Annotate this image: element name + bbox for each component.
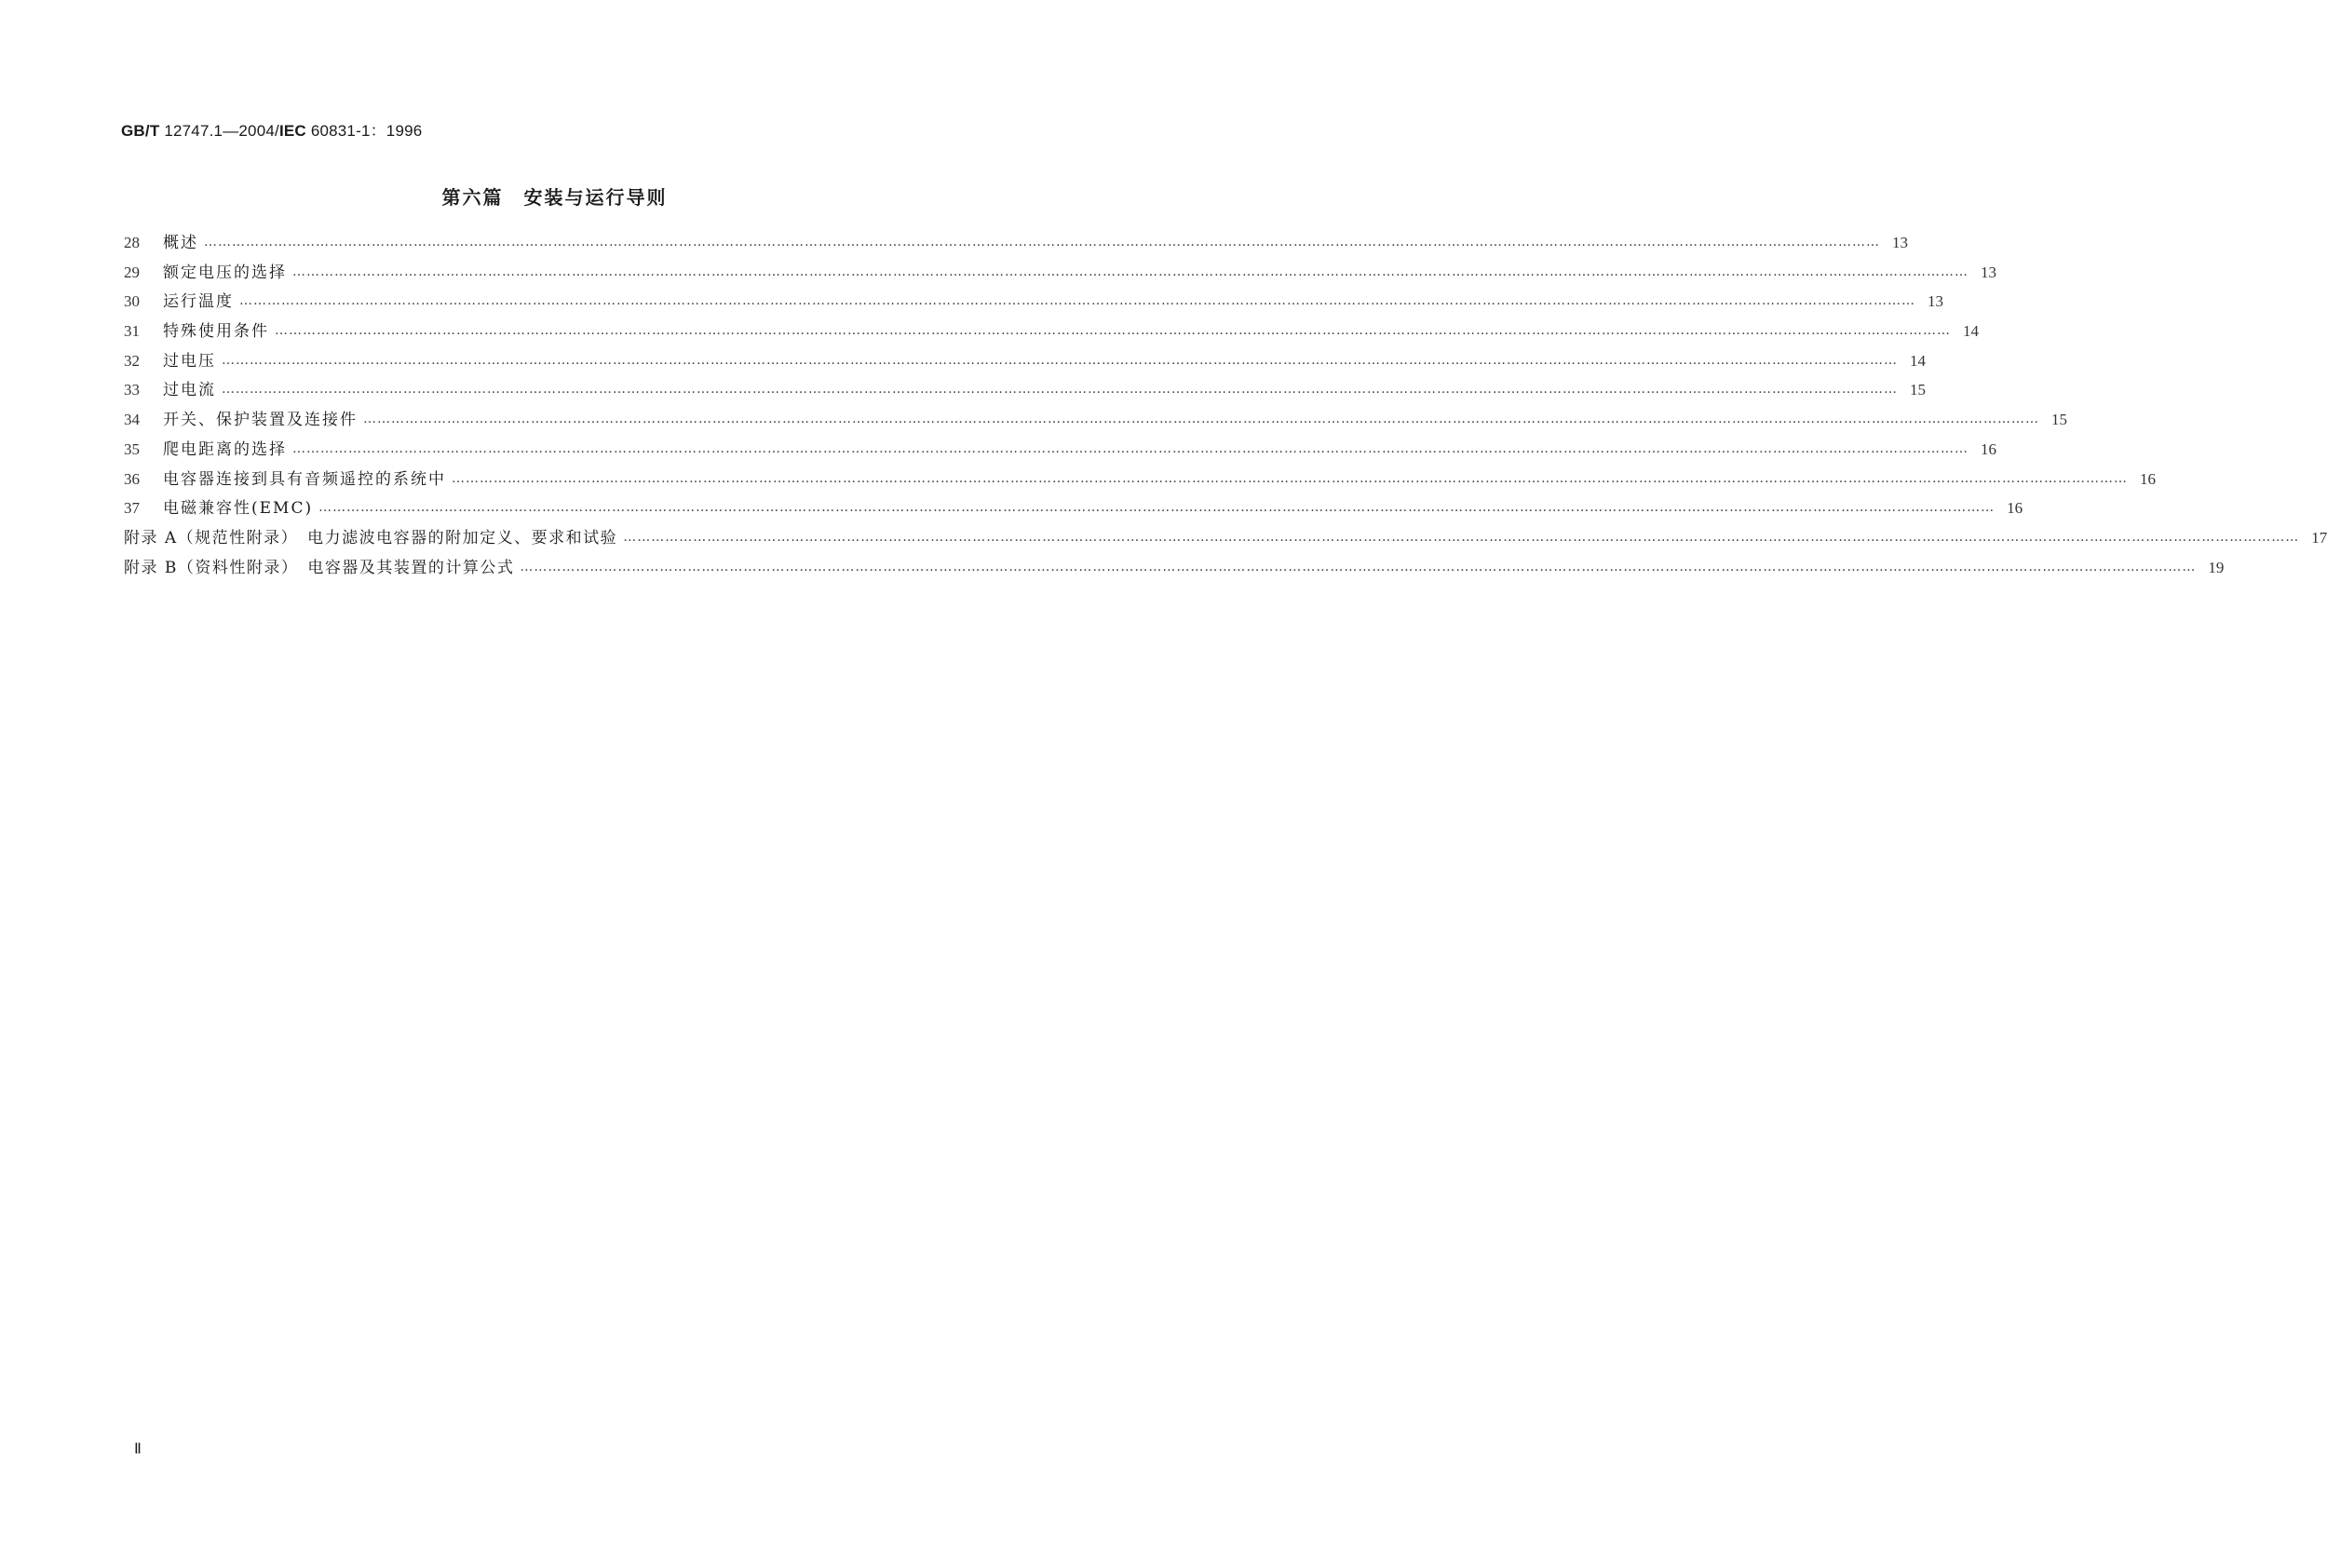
page-number: Ⅱ (134, 1441, 142, 1457)
toc-entry[interactable] (124, 466, 2156, 495)
toc-leader-dots: ……………………………………………………………………………………………………………………………………………………………………………………………………………………………………………………………………………………………………………………………… (363, 412, 2039, 427)
toc-entry[interactable] (124, 259, 1996, 289)
toc-leader-dots: ……………………………………………………………………………………………………………………………………………………………………………………………………………………………………………………………………………………………………………………………… (452, 470, 2128, 486)
toc-entry[interactable] (124, 524, 2327, 554)
toc-entry-page: 13 (1892, 234, 1908, 251)
toc-leader-dots: ……………………………………………………………………………………………………………………………………………………………………………………………………………………………………………………………………………………………………………………………… (292, 440, 1968, 456)
toc-entry[interactable] (124, 436, 1996, 466)
table-of-contents (124, 229, 2327, 583)
toc-entry-number: 32 (124, 351, 140, 370)
toc-entry-page: 16 (1981, 439, 1996, 458)
toc-leader-dots: ……………………………………………………………………………………………………………………………………………………………………………………………………………………………………………………………………………………………………………………………… (318, 500, 1996, 516)
toc-entry-number: 31 (124, 322, 140, 341)
toc-entry-page: 14 (1910, 351, 1926, 370)
toc-entry-title: 概述 (163, 234, 198, 252)
toc-entry-page: 19 (2208, 558, 2225, 576)
section-title: 第六篇 安装与运行导则 (441, 186, 668, 209)
toc-entry-number: 30 (124, 292, 140, 311)
toc-entry-page: 17 (2311, 528, 2327, 547)
standard-number: 12747.1—2004/ (159, 122, 279, 140)
toc-entry-title: 过电压 (163, 351, 216, 371)
toc-leader-dots: ……………………………………………………………………………………………………………………………………………………………………………………………………………………………………………………………………………………………………………………………… (623, 529, 2300, 545)
toc-leader-dots: ……………………………………………………………………………………………………………………………………………………………………………………………………………………………………………………………………………………………………………………………… (520, 559, 2197, 574)
toc-entry-number: 37 (124, 499, 140, 518)
toc-entry-number: 35 (124, 439, 140, 458)
toc-entry-title: 额定电压的选择 (163, 263, 287, 282)
toc-entry[interactable] (124, 318, 1979, 347)
toc-entry-title: 爬电距离的选择 (163, 439, 287, 459)
toc-entry[interactable] (124, 494, 2023, 524)
toc-entry-number: 33 (124, 381, 140, 399)
toc-entry-title: 附录 B（资料性附录） 电容器及其装置的计算公式 (124, 558, 515, 577)
toc-leader-dots: ……………………………………………………………………………………………………………………………………………………………………………………………………………………………………………………………………………………………………………………………… (222, 382, 1898, 398)
toc-leader-dots: ……………………………………………………………………………………………………………………………………………………………………………………………………………………………………………………………………………………………………………………………… (275, 323, 1951, 339)
toc-entry[interactable] (124, 288, 1943, 318)
standard-prefix: GB/T (121, 122, 160, 140)
toc-entry-page: 15 (2051, 411, 2067, 429)
toc-entry-page: 13 (1928, 292, 1943, 311)
toc-entry[interactable] (124, 376, 1926, 406)
toc-entry-title: 电磁兼容性(EMC) (163, 499, 314, 519)
toc-entry-number: 29 (124, 263, 140, 281)
toc-leader-dots: ……………………………………………………………………………………………………………………………………………………………………………………………………………………………………………………………………………………………………………………………… (222, 352, 1898, 368)
toc-entry-number: 36 (124, 469, 140, 488)
toc-entry-title: 附录 A（规范性附录） 电力滤波电容器的附加定义、要求和试验 (124, 528, 618, 547)
toc-leader-dots: ……………………………………………………………………………………………………………………………………………………………………………………………………………………………………………………………………………………………………………………………… (292, 264, 1968, 279)
toc-entry-number: 34 (124, 411, 140, 429)
iec-prefix: IEC (278, 122, 306, 140)
document-standard-code (121, 117, 422, 141)
toc-entry-title: 过电流 (163, 381, 216, 400)
toc-entry-title: 开关、保护装置及连接件 (163, 411, 358, 430)
toc-entry-number: 28 (124, 234, 140, 251)
toc-entry[interactable] (124, 406, 2067, 436)
toc-leader-dots: ……………………………………………………………………………………………………………………………………………………………………………………………………………………………………………………………………………………………………………………………… (204, 235, 1880, 250)
toc-entry[interactable] (124, 554, 2225, 584)
iec-number: 60831-1：1996 (305, 122, 423, 140)
toc-entry-page: 16 (2140, 469, 2156, 488)
toc-entry-page: 14 (1963, 322, 1979, 341)
toc-leader-dots: ……………………………………………………………………………………………………………………………………………………………………………………………………………………………………………………………………………………………………………………………… (239, 293, 1915, 309)
toc-entry[interactable] (124, 229, 1908, 259)
toc-entry-page: 13 (1981, 263, 1996, 281)
toc-entry-title: 运行温度 (163, 292, 234, 312)
toc-entry-page: 15 (1910, 381, 1926, 399)
toc-entry-title: 特殊使用条件 (163, 322, 269, 342)
toc-entry-title: 电容器连接到具有音频遥控的系统中 (163, 469, 446, 489)
toc-entry[interactable] (124, 347, 1926, 377)
toc-entry-page: 16 (2007, 499, 2023, 518)
